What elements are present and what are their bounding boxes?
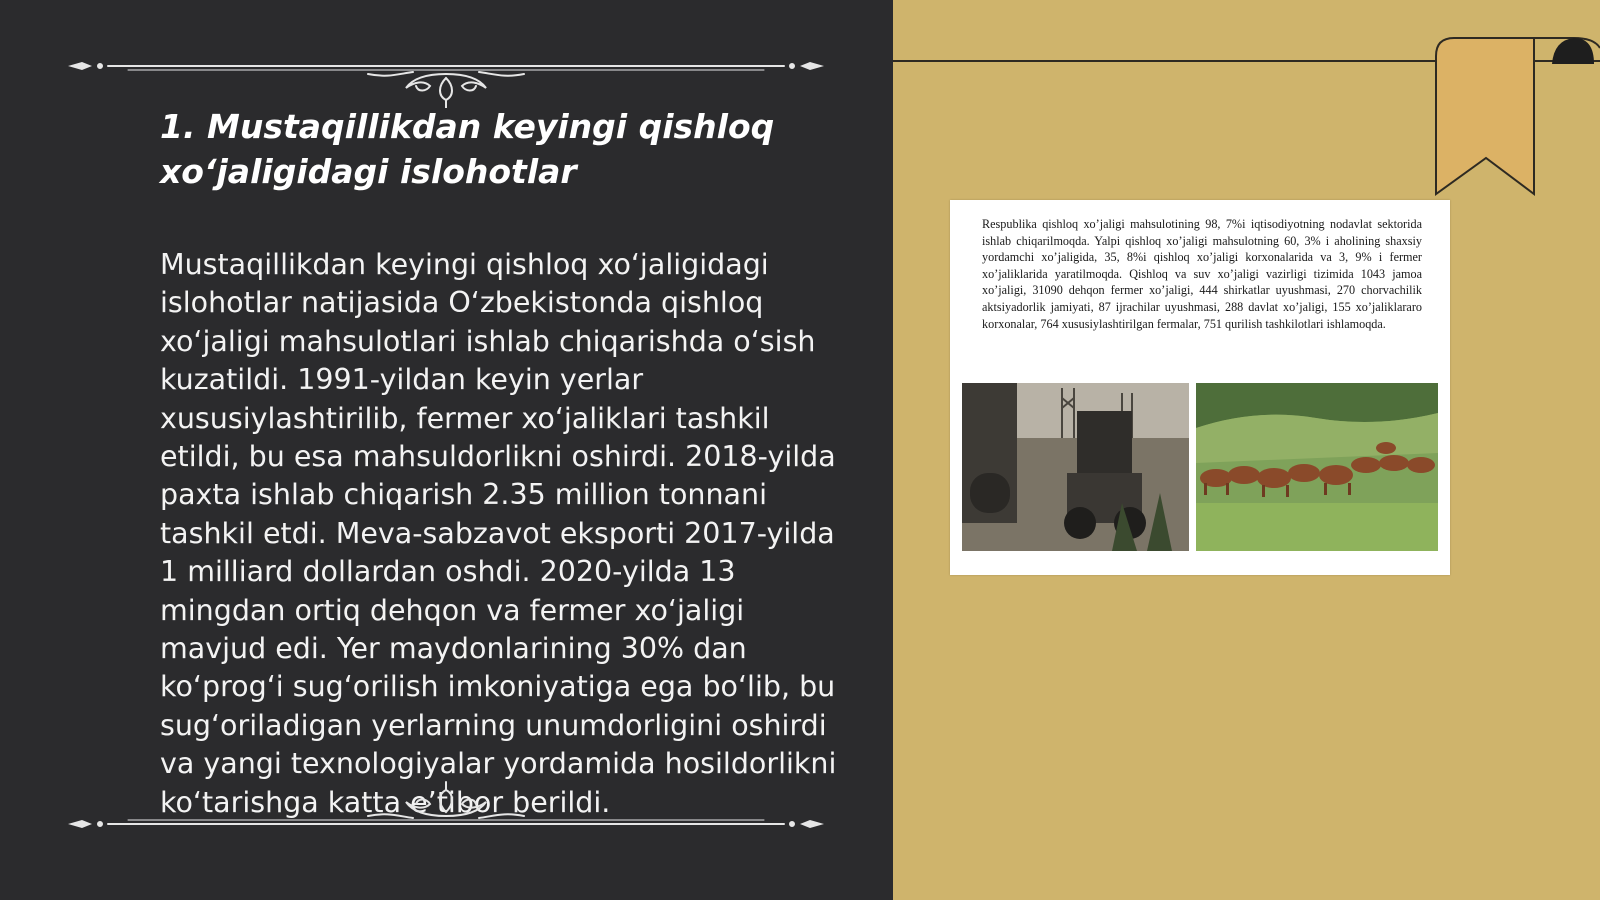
document-image-text: Respublika qishloq xo’jaligi mahsulotining 98, 7%i iqtisodiyotning nodavlat sektorida ishlab chiqarilmoqda. Yalpi qishloq xo’jaligi mahsulotning 60, 3% i aholining shaxsiy yordamchi xo’jaligida, 35, 8%i qishloq xo’jaligi korxonalarida va 3, 9% i fermer xo’jaliklarida yaratilmoqda. Qishloq va suv xo’jaligi vazirligi tizimida 1043 jamoa xo’jaligi, 31090 dehqon fermer xo’jaligi, 444 shirkatlar uyushmasi, 270 chorvachilik aktsiyadorlik jamiyati, 87 ijrachilar uyushmasi, 288 davlat xo’jaligi, 155 xo’jaliklararo korxonalar, 764 xususiylashtirilgan fermalar, 751 qurilish tashkilotlari ishlamoqda. <box>982 217 1422 331</box>
bottom-ornament-divider <box>68 778 824 838</box>
slide-title: 1. Mustaqillikdan keyingi qishloq xo‘jaligidagi islohotlar <box>160 107 775 191</box>
tractor-photo <box>962 383 1189 551</box>
cattle-photo <box>1196 383 1438 551</box>
slide-body-text: Mustaqillikdan keyingi qishloq xo‘jaligidagi islohotlar natijasida O‘zbekistonda qishloq xo‘jaligi mahsulotlari ishlab chiqarishda o‘sish kuzatildi. 1991-yildan keyin yerlar xususiylashtirilib, fermer xo‘jaliklari tashkil etildi, bu esa mahsuldorlikni oshirdi. 2018-yilda paxta ishlab chiqarish 2.35 million tonnani tashkil etdi. Meva-sabzavot eksporti 2017-yilda 1 milliard dollardan oshdi. 2020-yilda 13 mingdan ortiq dehqon va fermer xo‘jaligi mavjud edi. Yer maydonlarining 30% dan ko‘prog‘i sug‘orilish imkoniyatiga ega bo‘lib, bu sug‘oriladigan yerlarning unumdorligini oshirdi va yangi texnologiyalar yordamida hosildorlikni ko‘tarishga katta e’tibor berildi. <box>160 248 837 819</box>
top-ornament-divider <box>68 48 824 108</box>
document-image-card <box>950 200 1450 575</box>
bookmark-ribbon-icon <box>1434 36 1600 198</box>
